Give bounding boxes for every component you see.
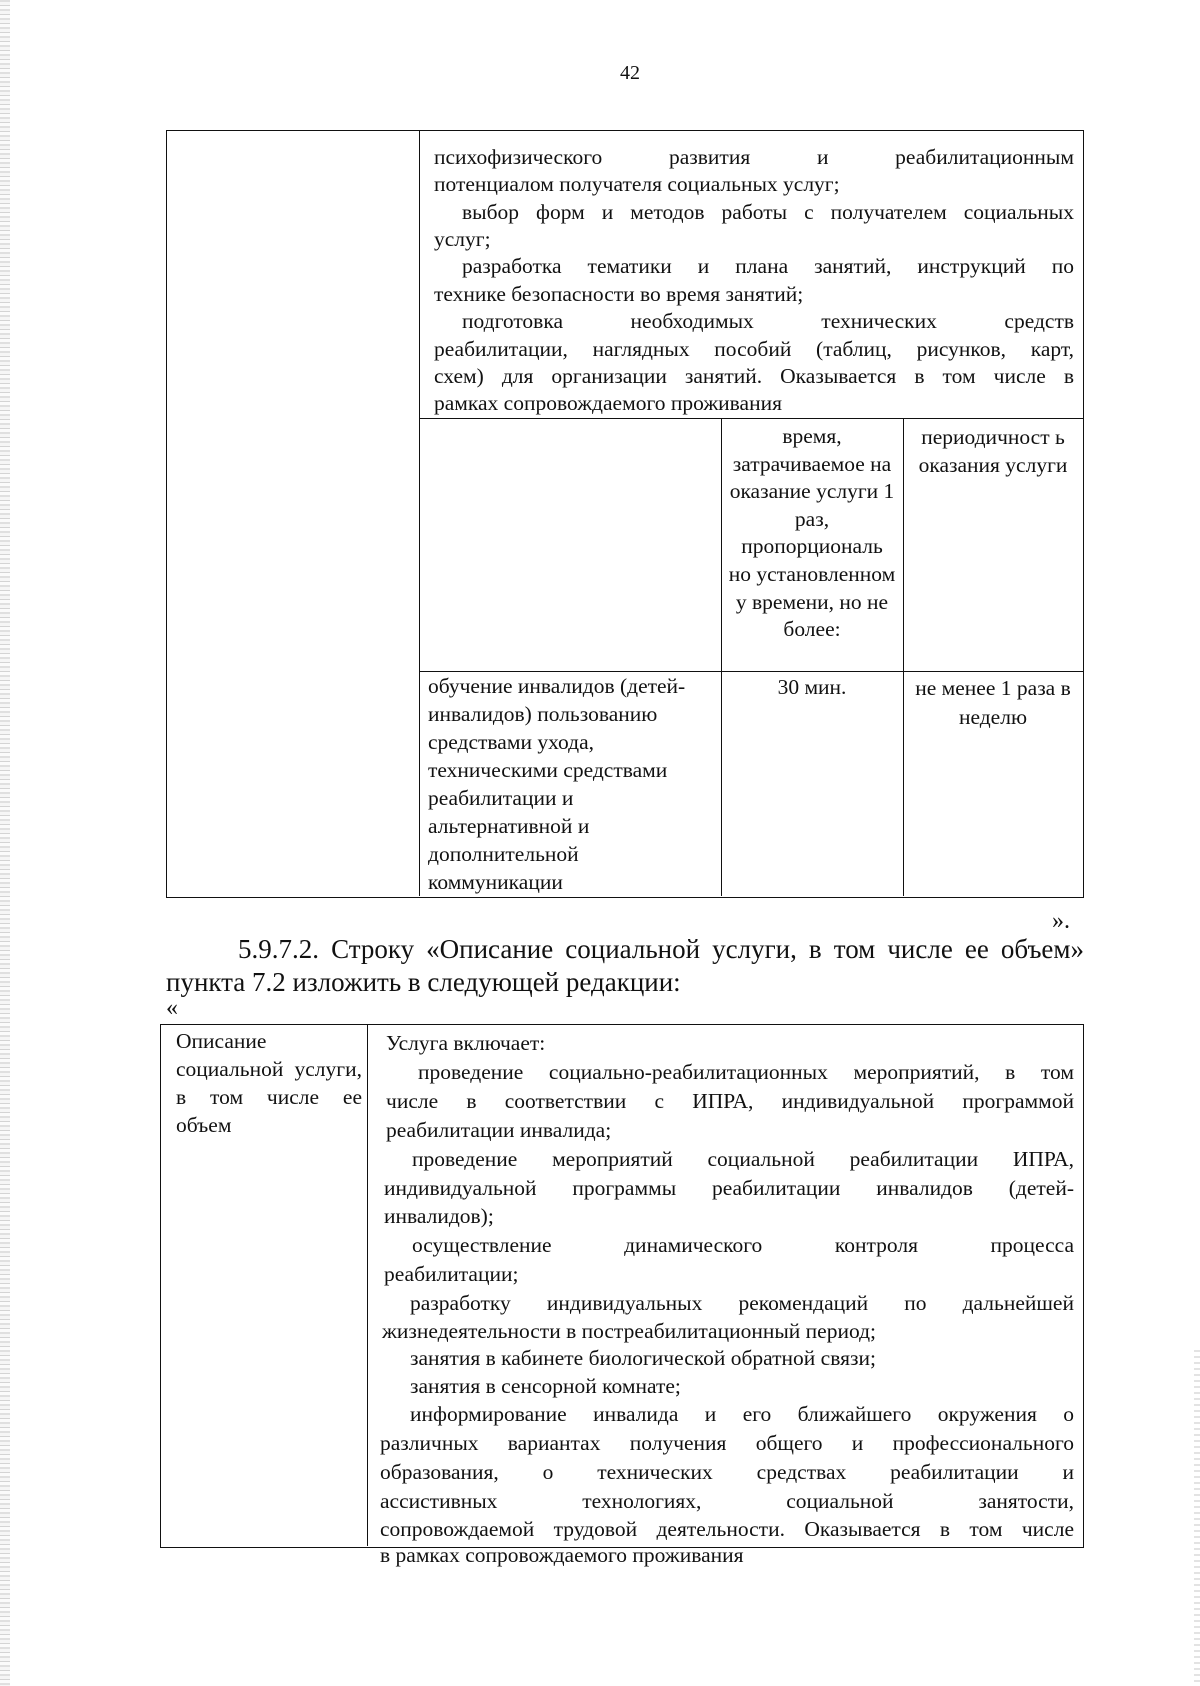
content-line: ассистивных технологиях, социальной занятости, xyxy=(380,1489,1074,1513)
service-period-cell: не менее 1 раза в неделю xyxy=(915,676,1071,729)
table-1-col-divider-2 xyxy=(721,418,722,896)
content-line: занятия в кабинете биологической обратной связи; xyxy=(410,1346,876,1370)
table-2-col-divider xyxy=(367,1024,368,1546)
table-1-col-divider-3 xyxy=(903,418,904,896)
content-line: жизнедеятельности в постреабилитационный период; xyxy=(382,1319,877,1343)
desc-line: услуг; xyxy=(434,227,491,251)
content-line: реабилитации инвалида; xyxy=(386,1118,612,1142)
content-line: индивидуальной программы реабилитации инвалидов (детей- xyxy=(384,1176,1074,1200)
scan-edge-right xyxy=(1194,1350,1200,1686)
content-line: реабилитации; xyxy=(384,1262,519,1286)
content-line: образования, о технических средствах реабилитации и xyxy=(380,1460,1074,1484)
content-line: числе в соответствии с ИПРА, индивидуальной программой xyxy=(386,1089,1074,1113)
desc-line: рамках сопровождаемого проживания xyxy=(434,391,782,415)
desc-line: психофизического развития и реабилитационным xyxy=(434,145,1074,169)
content-line: занятия в сенсорной комнате; xyxy=(410,1374,681,1398)
table-1-row-divider-1 xyxy=(419,418,1083,419)
desc-line: выбор форм и методов работы с получателем социальных xyxy=(462,200,1074,224)
desc-line: подготовка необходимых технических средств xyxy=(462,309,1074,333)
content-line: инвалидов); xyxy=(384,1204,494,1228)
paragraph-line-1: 5.9.7.2. Строку «Описание социальной услуги, в том числе ее объем» xyxy=(238,934,1084,964)
content-line: разработку индивидуальных рекомендаций по дальнейшей xyxy=(410,1291,1074,1315)
opening-quote: « xyxy=(166,995,178,1021)
content-line: информирование инвалида и его ближайшего окружения о xyxy=(410,1402,1074,1426)
desc-line: реабилитации, наглядных пособий (таблиц, рисунков, карт, xyxy=(434,337,1074,361)
table-2-label-cell: Описание социальной услуги, в том числе ее объем xyxy=(176,1029,362,1137)
content-line: осуществление динамического контроля процесса xyxy=(412,1233,1074,1257)
content-line: проведение мероприятий социальной реабилитации ИПРА, xyxy=(412,1147,1074,1171)
header-period-cell: периодичност ь оказания услуги xyxy=(918,425,1068,477)
service-time-cell: 30 мин. xyxy=(777,675,847,699)
scan-edge-left xyxy=(0,0,10,1686)
content-line: сопровождаемой трудовой деятельности. Оказывается в том числе xyxy=(380,1517,1074,1541)
content-line: проведение социально-реабилитационных мероприятий, в том xyxy=(418,1060,1074,1084)
desc-line: потенциалом получателя социальных услуг; xyxy=(434,172,840,196)
paragraph-line-2: пункта 7.2 изложить в следующей редакции: xyxy=(166,967,681,997)
desc-line: технике безопасности во время занятий; xyxy=(434,282,804,306)
table-1-col-divider xyxy=(419,130,420,896)
service-name-cell: обучение инвалидов (детей-инвалидов) пользованию средствами ухода, техническими средствами реабилитации и альтернативной и дополнительной коммуникации xyxy=(428,674,686,894)
content-line: в рамках сопровождаемого проживания xyxy=(380,1543,744,1567)
desc-line: схем) для организации занятий. Оказывается в том числе в xyxy=(434,364,1074,388)
desc-line: разработка тематики и плана занятий, инструкций по xyxy=(462,254,1074,278)
page-number: 42 xyxy=(620,62,640,84)
header-time-cell: время, затрачиваемое на оказание услуги 1 раз, пропорциональ но установленном у времени, но не более: xyxy=(728,424,896,642)
content-line: Услуга включает: xyxy=(386,1031,546,1055)
closing-quote: ». xyxy=(1052,908,1070,934)
content-line: различных вариантах получения общего и профессионального xyxy=(380,1431,1074,1455)
